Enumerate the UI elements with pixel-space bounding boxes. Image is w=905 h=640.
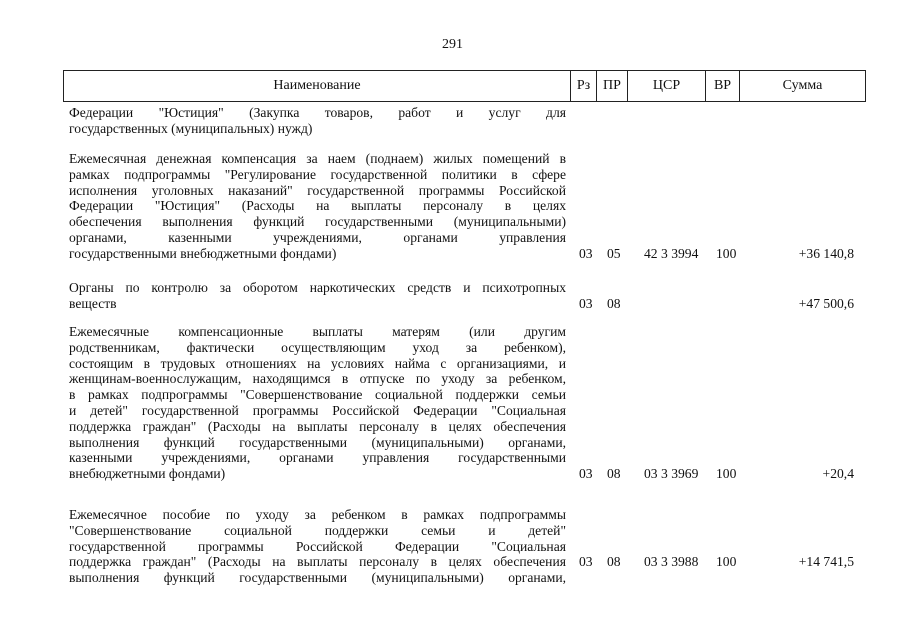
- page-number: 291: [442, 37, 463, 52]
- row-line: органами, казенными учреждениями, органами управления: [69, 229, 566, 245]
- row-name: [69, 151, 566, 262]
- row-sum: +47 500,6: [798, 295, 854, 311]
- row-name: [69, 324, 566, 482]
- header-rz: Рз: [570, 71, 596, 101]
- table-row: [69, 105, 859, 137]
- table-row: [69, 324, 859, 482]
- row-line: Федерации "Юстиция" (Расходы на выплаты персоналу в целях: [69, 198, 566, 214]
- row-line: поддержка граждан" (Расходы на выплаты персоналу в целях обеспечения: [69, 554, 566, 570]
- row-name: [69, 507, 566, 586]
- row-pr: 08: [607, 466, 621, 482]
- row-sum: +14 741,5: [798, 554, 854, 570]
- row-csr: 42 3 3994: [644, 245, 699, 261]
- row-line: Ежемесячное пособие по уходу за ребенком в рамках подпрограммы: [69, 507, 566, 522]
- row-line: казенными учреждениями, органами управления государственными: [69, 450, 566, 466]
- row-name: [69, 105, 566, 137]
- row-csr: 03 3 3988: [644, 554, 699, 570]
- row-line: Ежемесячные компенсационные выплаты матерям (или другим: [69, 324, 566, 339]
- header-name: Наименование: [273, 78, 361, 93]
- row-line: и детей" государственной программы Российской Федерации "Социальная: [69, 402, 566, 418]
- row-line: рамках подпрограммы "Регулирование государственной политики в сфере: [69, 166, 566, 182]
- table-row: [69, 507, 859, 586]
- table-header: [63, 70, 866, 102]
- row-vr: 100: [716, 554, 737, 570]
- row-line: Ежемесячная денежная компенсация за наем (поднаем) жилых помещений в: [69, 151, 566, 166]
- row-line: веществ: [69, 295, 117, 311]
- row-line: родственникам, фактически осуществляющим уход за ребенком),: [69, 339, 566, 355]
- row-line: государственной программы Российской Федерации "Социальная: [69, 538, 566, 554]
- row-line: государственных (муниципальных) нужд): [69, 120, 313, 136]
- row-line: выполнения функций государственными (муниципальными) органами,: [69, 434, 566, 450]
- row-line: внебюджетными фондами): [69, 466, 226, 482]
- header-pr: ПР: [596, 71, 627, 101]
- row-line: "Совершенствование социальной поддержки семьи и детей": [69, 522, 566, 538]
- row-vr: 100: [716, 245, 737, 261]
- row-vr: 100: [716, 466, 737, 482]
- row-rz: 03: [579, 554, 593, 570]
- row-pr: 05: [607, 245, 621, 261]
- row-line: государственными внебюджетными фондами): [69, 245, 337, 261]
- row-pr: 08: [607, 295, 621, 311]
- row-line: состоящим в трудовых отношениях на условиях найма с организациями, и: [69, 355, 566, 371]
- header-csr: ЦСР: [627, 71, 705, 101]
- table-row: [69, 280, 859, 312]
- row-line: исполнения уголовных наказаний" государственной программы Российской: [69, 182, 566, 198]
- row-line: Органы по контролю за оборотом наркотических средств и психотропных: [69, 280, 566, 295]
- row-rz: 03: [579, 295, 593, 311]
- header-sum: Сумма: [739, 71, 865, 101]
- row-line: выполнения функций государственными (муниципальными) органами,: [69, 570, 566, 586]
- row-rz: 03: [579, 466, 593, 482]
- row-csr: 03 3 3969: [644, 466, 699, 482]
- row-line: в рамках подпрограммы "Совершенствование социальной поддержки семьи: [69, 387, 566, 403]
- row-line: женщинам-военнослужащим, находящимся в отпуске по уходу за ребенком,: [69, 371, 566, 387]
- table-row: [69, 151, 859, 262]
- row-pr: 08: [607, 554, 621, 570]
- row-sum: +20,4: [822, 466, 854, 482]
- row-line: обеспечения выполнения функций государственными (муниципальными): [69, 214, 566, 230]
- row-name: [69, 280, 566, 312]
- header-vr: ВР: [705, 71, 739, 101]
- row-rz: 03: [579, 245, 593, 261]
- row-line: Федерации "Юстиция" (Закупка товаров, работ и услуг для: [69, 105, 566, 120]
- row-sum: +36 140,8: [798, 245, 854, 261]
- row-line: поддержка граждан" (Расходы на выплаты персоналу в целях обеспечения: [69, 418, 566, 434]
